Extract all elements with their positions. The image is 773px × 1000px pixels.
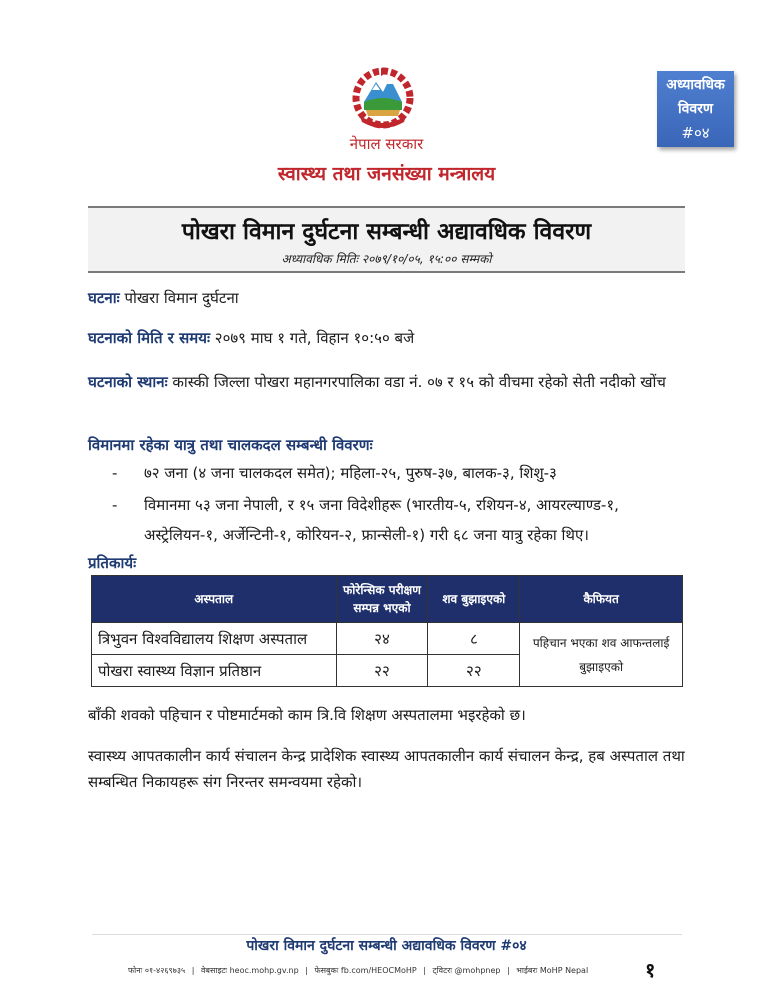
incident-label: घटनाः <box>88 289 120 307</box>
footer-title: पोखरा विमान दुर्घटना सम्बन्धी अद्यावधिक विवरण #०४ <box>246 938 527 954</box>
footer-phone: फोनः ०१-४२६९७३५ <box>128 966 186 975</box>
footer-contact <box>128 965 588 976</box>
list-item-text: ७२ जना (४ जना चालकदल समेत); महिला-२५, पुरुष-३७, बालक-३, शिशु-३ <box>144 464 557 482</box>
badge-line1: अध्यावधिक <box>666 77 725 93</box>
column-header-handed-over: शव बुझाइएको <box>428 576 520 623</box>
footer-divider <box>92 934 682 935</box>
location-label: घटनाको स्थानः <box>88 373 168 391</box>
paragraph: स्वास्थ्य आपतकालीन कार्य संचालन केन्द्र प्रादेशिक स्वास्थ्य आपतकालीन कार्य संचालन केन्द्र, हब अस्पताल तथा सम्बन्धित निकायहरू संग निरन्तर समन्वयमा रहेको। <box>88 747 685 791</box>
passengers-heading-row <box>88 434 688 456</box>
response-table <box>91 575 683 687</box>
badge-line2: विवरण <box>677 101 714 117</box>
government-name: नेपाल सरकार <box>349 135 424 153</box>
document-title: पोखरा विमान दुर्घटना सम्बन्धी अद्यावधिक विवरण <box>181 219 592 245</box>
nepal-government-emblem-icon <box>350 66 416 134</box>
incident-value: पोखरा विमान दुर्घटना <box>124 289 239 307</box>
update-number-badge <box>657 71 734 147</box>
column-header-remarks: कैफियत <box>520 576 683 623</box>
footer-website-link[interactable]: वेबसाइटः heoc.mohp.gv.np <box>200 966 299 975</box>
list-item <box>112 490 692 550</box>
bullet: - <box>112 464 118 482</box>
bullet: - <box>112 496 118 514</box>
list-item <box>112 460 692 486</box>
hospital-cell: त्रिभुवन विश्वविद्यालय शिक्षण अस्पताल <box>92 623 337 655</box>
separator: | <box>191 966 195 975</box>
table-row <box>92 623 683 655</box>
document-title-box <box>88 206 685 273</box>
page-number: १ <box>645 958 656 982</box>
datetime-row <box>88 327 688 349</box>
paragraph: बाँकी शवको पहिचान र पोष्टमार्टमको काम त्रि.वि शिक्षण अस्पतालमा भइरहेको छ। <box>88 706 526 724</box>
passengers-heading: विमानमा रहेका यात्रु तथा चालकदल सम्बन्धी विवरणः <box>88 436 373 454</box>
badge-number: #०४ <box>681 124 710 142</box>
incident-row <box>88 287 688 309</box>
separator: | <box>305 966 308 975</box>
footer-viber: भाईबरः MoHP Nepal <box>516 966 589 975</box>
separator: | <box>507 966 510 975</box>
datetime-value: २०७९ माघ १ गते, विहान १०:५० बजे <box>214 329 415 347</box>
column-header-hospital: अस्पताल <box>92 576 337 623</box>
location-value: कास्की जिल्ला पोखरा महानगरपालिका वडा नं. ०७ र १५ को वीचमा रहेको सेती नदीको खोंच <box>172 373 666 391</box>
list-item-text: विमानमा ५३ जना नेपाली, र १५ जना विदेशीहरू (भारतीय-५, रशियन-४, आयरल्याण्ड-१, अस्ट्रेलियन-१, अर्जेन्टिनी-१, कोरियन-२, फ्रान्सेली-१) गरी ६८ जना यात्रु रहेका थिए। <box>144 496 619 544</box>
handed-over-cell: २२ <box>428 655 520 687</box>
forensic-cell: २२ <box>336 655 428 687</box>
passengers-list <box>112 460 692 550</box>
datetime-label: घटनाको मिति र समयः <box>88 329 210 347</box>
column-header-forensic: फोरेन्सिक परीक्षण सम्पन्न भएको <box>336 576 428 623</box>
response-heading-row <box>88 552 688 574</box>
document-subtitle: अध्यावधिक मितिः २०७९/१०/०५, १५:०० सम्मको <box>281 252 492 266</box>
handed-over-cell: ८ <box>428 623 520 655</box>
ministry-name: स्वास्थ्य तथा जनसंख्या मन्त्रालय <box>277 163 496 185</box>
footer-facebook-link[interactable]: फेसबुकः fb.com/HEOCMoHP <box>314 966 417 975</box>
table-header-row <box>92 576 683 623</box>
remark-cell: पहिचान भएका शव आफन्तलाई बुझाइएको <box>520 623 683 687</box>
hospital-cell: पोखरा स्वास्थ्य विज्ञान प्रतिष्ठान <box>92 655 337 687</box>
location-row <box>88 370 688 394</box>
response-heading: प्रतिकार्यः <box>88 554 137 572</box>
separator: | <box>423 966 426 975</box>
forensic-cell: २४ <box>336 623 428 655</box>
footer-twitter-link[interactable]: ट्विटरः @mohpnep <box>432 966 501 975</box>
